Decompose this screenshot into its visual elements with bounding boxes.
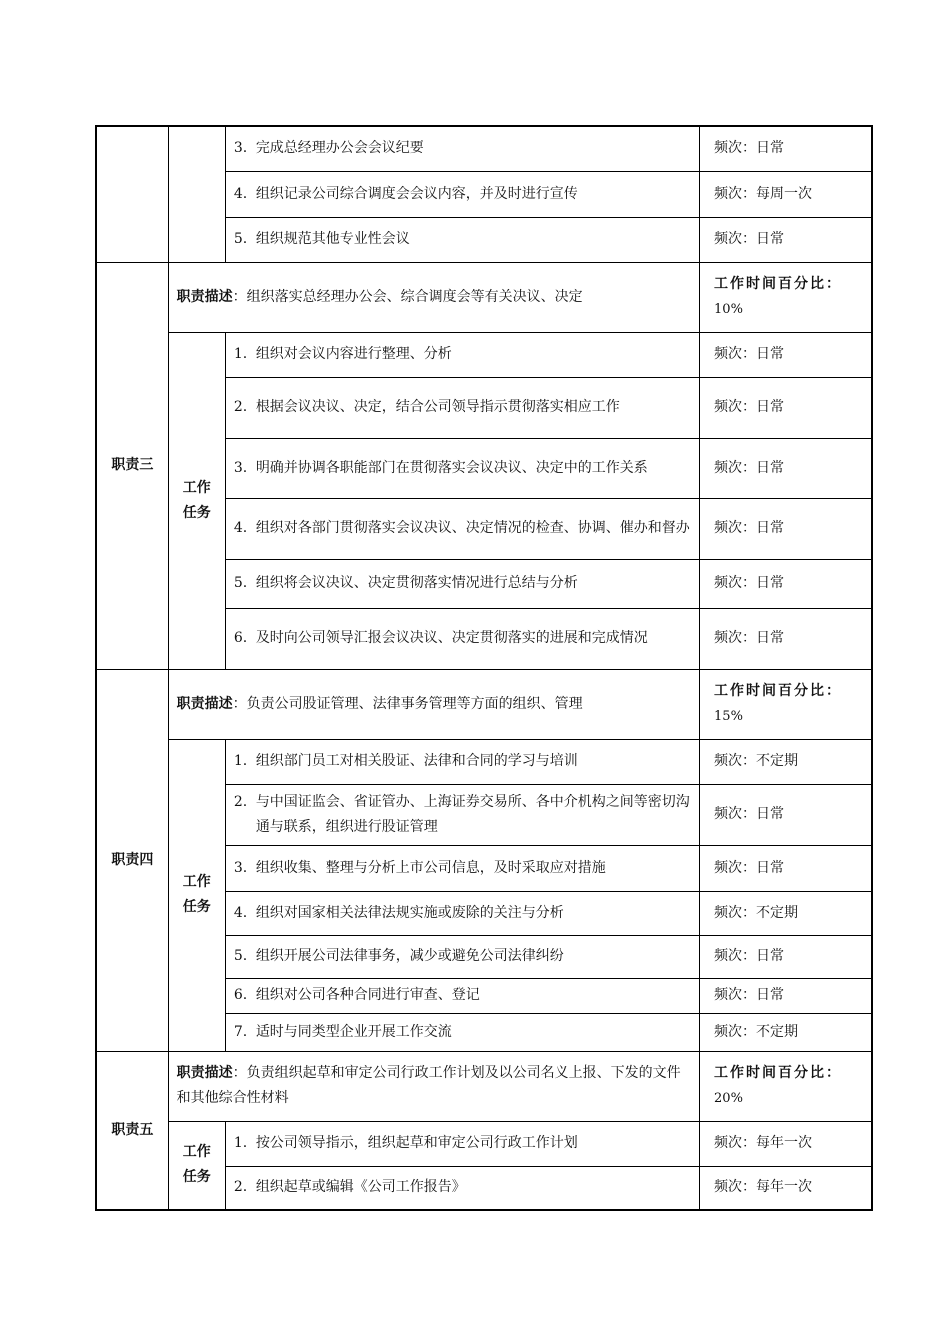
table-row bbox=[96, 739, 872, 784]
task-text: 组织对各部门贯彻落实会议决议、决定情况的检查、协调、催办和督办 bbox=[255, 520, 690, 536]
task-number: 1. bbox=[233, 346, 248, 362]
task-cell bbox=[225, 1121, 699, 1166]
task-number: 5. bbox=[233, 231, 248, 247]
desc-label: 职责描述 bbox=[176, 1065, 233, 1081]
task-text: 组织对国家相关法律法规实施或废除的关注与分析 bbox=[255, 904, 564, 921]
task-text: 与中国证监会、省证管办、上海证券交易所、各中介机构之间等密切沟通与联系，组织进行股证管理 bbox=[255, 793, 690, 835]
frequency-cell: 频次：日常 bbox=[700, 217, 872, 262]
desc-text: ：负责组织起草和审定公司行政工作计划及以公司名义上报、下发的文件和其他综合性材料 bbox=[176, 1065, 681, 1106]
task-text: 组织规范其他专业性会议 bbox=[255, 231, 410, 247]
time-percentage bbox=[700, 262, 872, 332]
task-label-line: 任务 bbox=[182, 899, 211, 915]
duty-table bbox=[95, 125, 873, 1211]
pct-label: 工作时间百分比： bbox=[714, 683, 843, 699]
frequency-cell: 频次：日常 bbox=[700, 845, 872, 891]
task-label-line: 任务 bbox=[182, 504, 211, 521]
duty-name: 职责三 bbox=[96, 262, 168, 669]
pct-value: 10% bbox=[714, 302, 743, 317]
task-number: 3. bbox=[233, 459, 248, 476]
table-row bbox=[96, 332, 872, 377]
pct-label: 工作时间百分比： bbox=[714, 276, 843, 292]
table-row bbox=[96, 1051, 872, 1121]
frequency-cell: 频次：日常 bbox=[700, 498, 872, 559]
task-text: 适时与同类型企业开展工作交流 bbox=[255, 1023, 452, 1040]
table-row bbox=[96, 262, 872, 332]
task-number: 5. bbox=[233, 948, 248, 964]
duty-name-cell bbox=[96, 126, 168, 262]
task-cell bbox=[225, 217, 699, 262]
task-label-line: 任务 bbox=[182, 1169, 211, 1186]
desc-text: ：组织落实总经理办公会、综合调度会等有关决议、决定 bbox=[232, 288, 583, 305]
task-text: 组织对会议内容进行整理、分析 bbox=[255, 346, 452, 362]
task-text: 组织对公司各种合同进行审查、登记 bbox=[255, 987, 480, 1003]
time-percentage bbox=[700, 669, 872, 739]
task-cell bbox=[225, 978, 699, 1013]
frequency-cell: 频次：每年一次 bbox=[700, 1166, 872, 1210]
frequency-cell: 频次：日常 bbox=[700, 978, 872, 1013]
desc-text: ：负责公司股证管理、法律事务管理等方面的组织、管理 bbox=[232, 695, 583, 712]
task-cell bbox=[225, 784, 699, 845]
frequency-cell: 频次：不定期 bbox=[700, 739, 872, 784]
task-label bbox=[168, 1121, 225, 1210]
frequency-cell: 频次：日常 bbox=[700, 377, 872, 438]
task-text: 及时向公司领导汇报会议决议、决定贯彻落实的进展和完成情况 bbox=[255, 630, 648, 646]
task-cell bbox=[225, 559, 699, 608]
task-cell bbox=[225, 739, 699, 784]
task-number: 7. bbox=[233, 1023, 248, 1040]
frequency-cell: 频次：日常 bbox=[700, 559, 872, 608]
task-text: 明确并协调各职能部门在贯彻落实会议决议、决定中的工作关系 bbox=[255, 459, 648, 476]
task-number: 6. bbox=[233, 987, 248, 1003]
desc-label: 职责描述 bbox=[176, 695, 233, 712]
duty-description bbox=[168, 669, 699, 739]
task-text: 组织部门员工对相关股证、法律和合同的学习与培训 bbox=[255, 753, 578, 769]
frequency-cell: 频次：日常 bbox=[700, 784, 872, 845]
task-cell bbox=[225, 126, 699, 171]
table-row bbox=[96, 126, 872, 171]
task-cell bbox=[225, 498, 699, 559]
desc-label: 职责描述 bbox=[176, 288, 233, 305]
task-text: 组织记录公司综合调度会会议内容，并及时进行宣传 bbox=[255, 185, 578, 202]
task-number: 4. bbox=[233, 185, 248, 202]
task-text: 组织将会议决议、决定贯彻落实情况进行总结与分析 bbox=[255, 575, 578, 591]
task-cell bbox=[225, 1166, 699, 1210]
duty-name: 职责四 bbox=[96, 669, 168, 1051]
task-cell bbox=[225, 438, 699, 498]
task-number: 3. bbox=[233, 859, 248, 876]
task-number: 6. bbox=[233, 630, 248, 646]
task-label bbox=[168, 739, 225, 1051]
task-cell bbox=[225, 891, 699, 935]
task-text: 完成总经理办公会会议纪要 bbox=[255, 140, 424, 157]
task-label-cell bbox=[168, 126, 225, 262]
frequency-cell: 频次：日常 bbox=[700, 332, 872, 377]
task-label-line: 工作 bbox=[182, 1144, 211, 1161]
task-text: 按公司领导指示，组织起草和审定公司行政工作计划 bbox=[255, 1135, 578, 1151]
duty-description bbox=[168, 1051, 699, 1121]
task-label bbox=[168, 332, 225, 669]
task-text: 组织开展公司法律事务，减少或避免公司法律纠纷 bbox=[255, 948, 564, 964]
task-cell bbox=[225, 935, 699, 978]
duty-name: 职责五 bbox=[96, 1051, 168, 1210]
table-row bbox=[96, 1121, 872, 1166]
task-number: 1. bbox=[233, 1135, 248, 1151]
pct-label: 工作时间百分比： bbox=[714, 1065, 843, 1081]
frequency-cell: 频次：每周一次 bbox=[700, 171, 872, 217]
task-text: 组织收集、整理与分析上市公司信息，及时采取应对措施 bbox=[255, 859, 606, 876]
task-cell bbox=[225, 377, 699, 438]
task-cell bbox=[225, 332, 699, 377]
frequency-cell: 频次：日常 bbox=[700, 935, 872, 978]
task-number: 4. bbox=[233, 520, 248, 536]
task-label-line: 工作 bbox=[182, 874, 211, 890]
frequency-cell: 频次：每年一次 bbox=[700, 1121, 872, 1166]
frequency-cell: 频次：日常 bbox=[700, 126, 872, 171]
task-number: 2. bbox=[233, 399, 248, 415]
task-cell bbox=[225, 845, 699, 891]
task-number: 4. bbox=[233, 904, 248, 921]
task-cell bbox=[225, 608, 699, 669]
frequency-cell: 频次：不定期 bbox=[700, 891, 872, 935]
task-label-line: 工作 bbox=[182, 479, 211, 496]
task-number: 3. bbox=[233, 140, 248, 157]
frequency-cell: 频次：日常 bbox=[700, 608, 872, 669]
task-number: 5. bbox=[233, 575, 248, 591]
task-cell bbox=[225, 171, 699, 217]
task-text: 组织起草或编辑《公司工作报告》 bbox=[255, 1179, 466, 1196]
task-number: 1. bbox=[233, 753, 248, 769]
table-row bbox=[96, 669, 872, 739]
task-cell bbox=[225, 1013, 699, 1051]
task-number: 2. bbox=[233, 793, 248, 810]
pct-value: 20% bbox=[714, 1091, 743, 1106]
time-percentage bbox=[700, 1051, 872, 1121]
frequency-cell: 频次：不定期 bbox=[700, 1013, 872, 1051]
frequency-cell: 频次：日常 bbox=[700, 438, 872, 498]
task-number: 2. bbox=[233, 1179, 248, 1196]
duty-description bbox=[168, 262, 699, 332]
task-text: 根据会议决议、决定，结合公司领导指示贯彻落实相应工作 bbox=[255, 399, 620, 415]
pct-value: 15% bbox=[714, 709, 743, 724]
